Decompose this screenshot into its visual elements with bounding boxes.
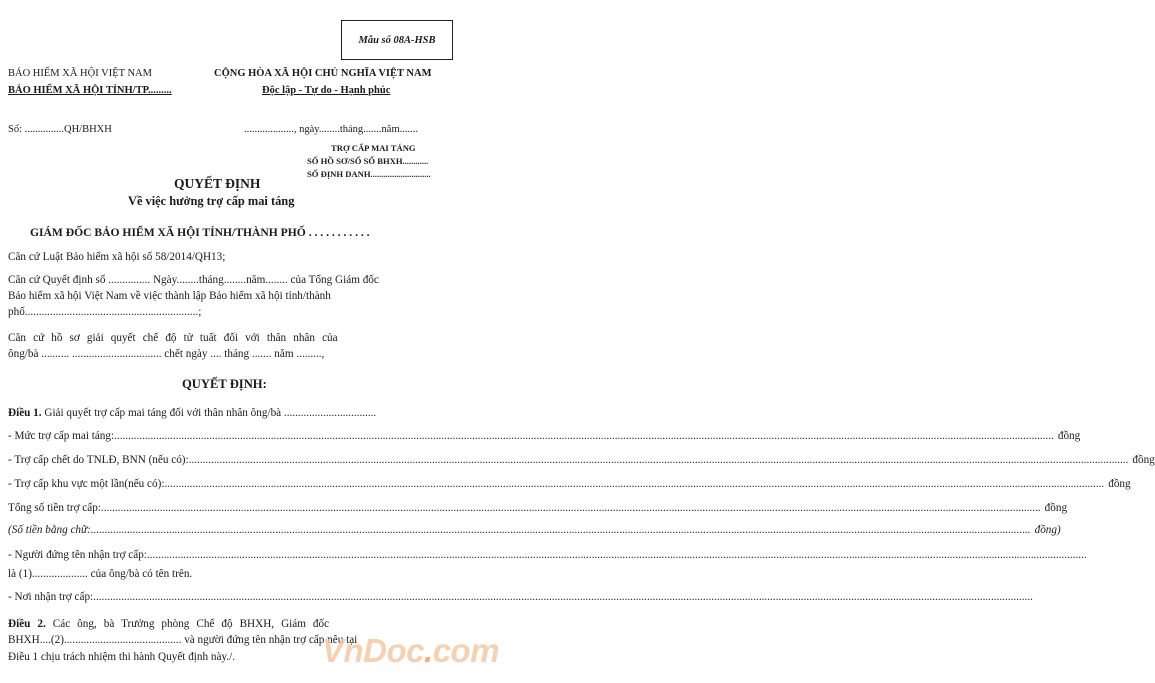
agency-name: BẢO HIỂM XÃ HỘI VIỆT NAM <box>8 68 152 79</box>
dotted-fill <box>91 524 1031 536</box>
row-amount-in-words <box>8 524 1061 536</box>
basis-dossier-line2: ông/bà .......... ................................ chết ngày .... tháng ....... năm ........., <box>8 348 325 360</box>
vndoc-watermark <box>322 632 499 670</box>
row-receiving-place <box>8 591 440 603</box>
row-unit: đồng <box>1108 478 1131 490</box>
row-total-allowance <box>8 502 1068 514</box>
row-label: - Mức trợ cấp mai táng: <box>8 430 115 442</box>
benefit-type: TRỢ CẤP MAI TÁNG <box>331 143 416 153</box>
row-label: - Trợ cấp chết do TNLĐ, BNN (nếu có): <box>8 454 189 466</box>
decision-heading: QUYẾT ĐỊNH: <box>182 377 267 391</box>
basis-dossier-line1: Căn cứ hồ sơ giải quyết chế độ tử tuất đối với thân nhân của <box>8 332 338 344</box>
article1-text: Giải quyết trợ cấp mai táng đối với thân nhân ông/bà ................................. <box>41 407 377 419</box>
row-occupational-allowance <box>8 454 1155 466</box>
dotted-fill <box>189 454 1129 466</box>
basis-decision-line1: Căn cứ Quyết định số ............... Ngày........tháng........năm........ của Tổng Giám đốc <box>8 274 379 286</box>
form-code: Mẫu số 08A-HSB <box>358 34 436 46</box>
watermark-brand: VnDoc <box>322 632 425 669</box>
recipient-relation: là (1).................... của ông/bà có tên trên. <box>8 568 193 580</box>
article2-line3: Điều 1 chịu trách nhiệm thi hành Quyết định này./. <box>8 651 236 663</box>
article2-text: Các ông, bà Trưởng phòng Chế độ BHXH, Giám đốc <box>45 618 330 630</box>
document-title: QUYẾT ĐỊNH <box>174 176 261 191</box>
row-label: Tổng số tiền trợ cấp: <box>8 502 101 514</box>
dotted-fill <box>93 591 1033 603</box>
basis-decision-line3: phố..............................................................; <box>8 306 202 318</box>
motto: Độc lập - Tự do - Hạnh phúc <box>262 85 391 96</box>
director-heading: GIÁM ĐỐC BẢO HIỂM XÃ HỘI TỈNH/THÀNH PHỐ . . . . . . . . . . . <box>30 226 370 239</box>
basis-law: Căn cứ Luật Bảo hiểm xã hội số 58/2014/QH13; <box>8 251 226 263</box>
identifier-number: SỐ ĐỊNH DANH............................ <box>307 169 431 179</box>
dotted-fill <box>164 478 1104 490</box>
document-date: ..................., ngày........tháng.......năm....... <box>244 124 419 135</box>
watermark-tld: com <box>432 632 500 669</box>
dotted-fill <box>101 502 1041 514</box>
row-label: - Nơi nhận trợ cấp: <box>8 591 94 603</box>
article2-line1 <box>8 617 329 631</box>
row-funeral-allowance <box>8 430 1081 442</box>
row-unit: đồng) <box>1034 524 1061 536</box>
row-unit: đồng <box>1044 502 1068 514</box>
form-code-box <box>341 20 453 60</box>
article2-line2: BHXH....(2).......................................... và người đứng tên nhận trợ cấp nêu tại <box>8 634 358 646</box>
row-unit: đồng <box>1132 454 1155 466</box>
article1-heading <box>8 406 376 420</box>
article2-label: Điều 2. <box>8 618 46 630</box>
agency-branch: BẢO HIỂM XÃ HỘI TỈNH/TP......... <box>8 85 172 96</box>
row-recipient <box>8 549 440 561</box>
row-label: - Người đứng tên nhận trợ cấp: <box>8 549 147 561</box>
dossier-number: SỐ HỒ SƠ/SỐ SỔ BHXH............ <box>307 156 429 166</box>
dotted-fill <box>147 549 1087 561</box>
document-subtitle: Về việc hưởng trợ cấp mai táng <box>128 194 295 208</box>
row-regional-allowance <box>8 478 1131 490</box>
article1-label: Điều 1. <box>8 407 42 419</box>
dotted-fill <box>114 430 1054 442</box>
country-name: CỘNG HÒA XÃ HỘI CHỦ NGHĨA VIỆT NAM <box>214 68 432 79</box>
document-number: Số: ...............QH/BHXH <box>8 124 112 135</box>
row-label: - Trợ cấp khu vực một lần(nếu có): <box>8 478 165 490</box>
row-unit: đồng <box>1057 430 1081 442</box>
basis-decision-line2: Bảo hiểm xã hội Việt Nam về việc thành lập Bảo hiểm xã hội tỉnh/thành <box>8 290 331 302</box>
watermark-dot: . <box>424 632 433 669</box>
row-label: (Số tiền bằng chữ: <box>8 524 91 536</box>
